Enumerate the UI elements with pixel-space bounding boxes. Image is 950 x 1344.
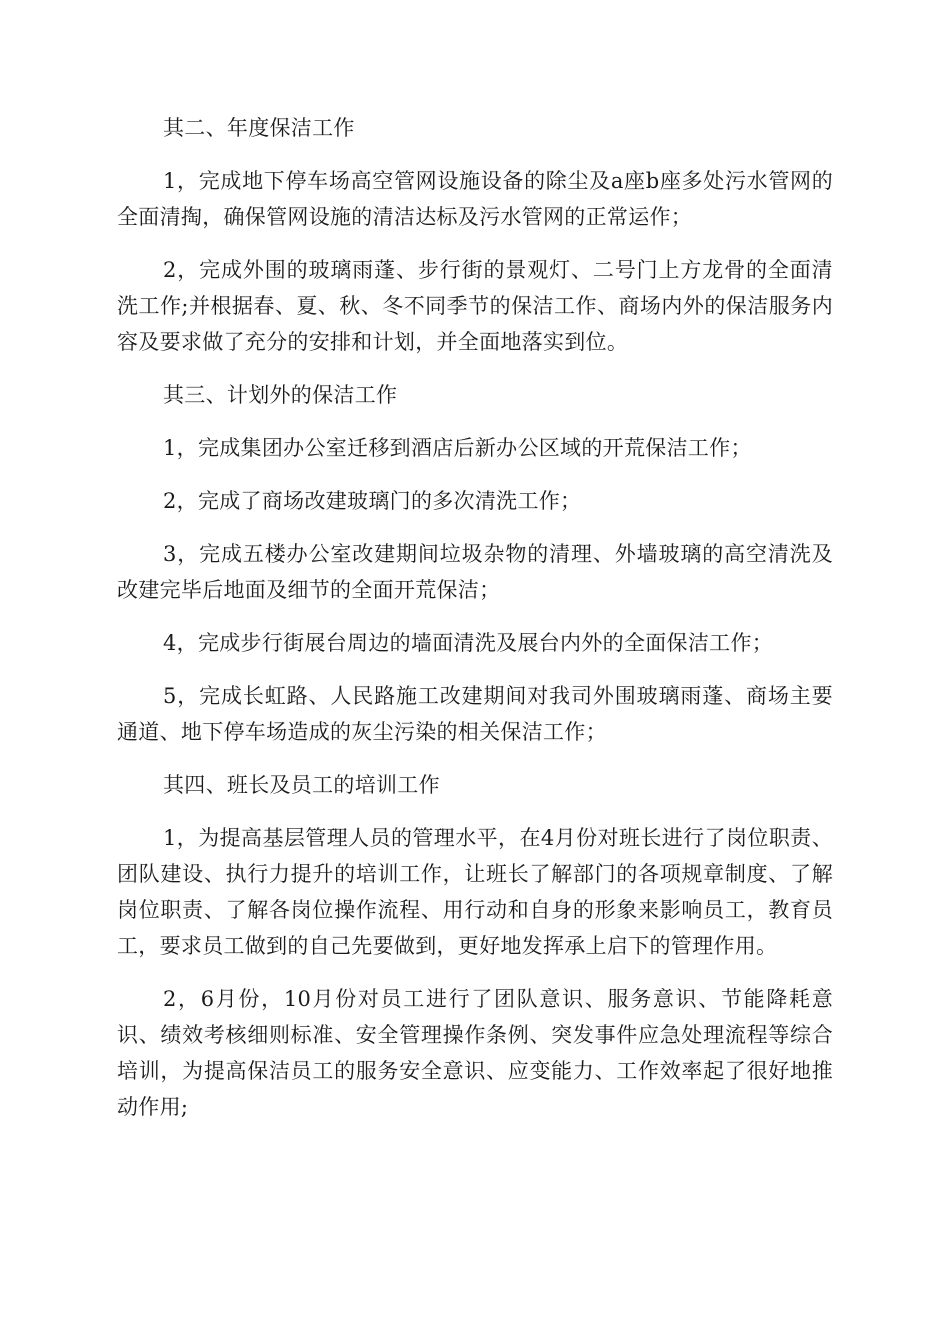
- paragraph: 4，完成步行街展台周边的墙面清洗及展台内外的全面保洁工作；: [163, 631, 774, 655]
- paragraph: 1，完成地下停车场高空管网设施设备的除尘及a座b座多处污水管网的全面清掏，确保管网设施的清洁达标及污水管网的正常运作；: [117, 169, 833, 229]
- paragraph: 2，完成了商场改建玻璃门的多次清洗工作；: [163, 489, 582, 513]
- paragraph: 2，完成外围的玻璃雨蓬、步行街的景观灯、二号门上方龙骨的全面清洗工作;并根据春、夏、秋、冬不同季节的保洁工作、商场内外的保洁服务内容及要求做了充分的安排和计划，并全面地落实到位。: [117, 258, 833, 354]
- paragraph: 5，完成长虹路、人民路施工改建期间对我司外围玻璃雨蓬、商场主要通道、地下停车场造成的灰尘污染的相关保洁工作；: [117, 684, 833, 744]
- section-heading: 其三、计划外的保洁工作: [163, 383, 398, 407]
- paragraph: 1，为提高基层管理人员的管理水平，在4月份对班长进行了岗位职责、团队建设、执行力提升的培训工作，让班长了解部门的各项规章制度、了解岗位职责、了解各岗位操作流程、用行动和自身的形象来影响员工，教育员工，要求员工做到的自己先要做到，更好地发挥承上启下的管理作用。: [117, 826, 833, 958]
- section-heading: 其四、班长及员工的培训工作: [163, 773, 440, 797]
- paragraph: 3，完成五楼办公室改建期间垃圾杂物的清理、外墙玻璃的高空清洗及改建完毕后地面及细节的全面开荒保洁；: [117, 542, 833, 602]
- document-page: [117, 110, 833, 1142]
- paragraph: 2，6月份，10月份对员工进行了团队意识、服务意识、节能降耗意识、绩效考核细则标准、安全管理操作条例、突发事件应急处理流程等综合培训，为提高保洁员工的服务安全意识、应变能力、工作效率起了很好地推动作用;: [117, 987, 833, 1119]
- section-heading: 其二、年度保洁工作: [163, 116, 355, 140]
- paragraph: 1，完成集团办公室迁移到酒店后新办公区域的开荒保洁工作；: [163, 436, 752, 460]
